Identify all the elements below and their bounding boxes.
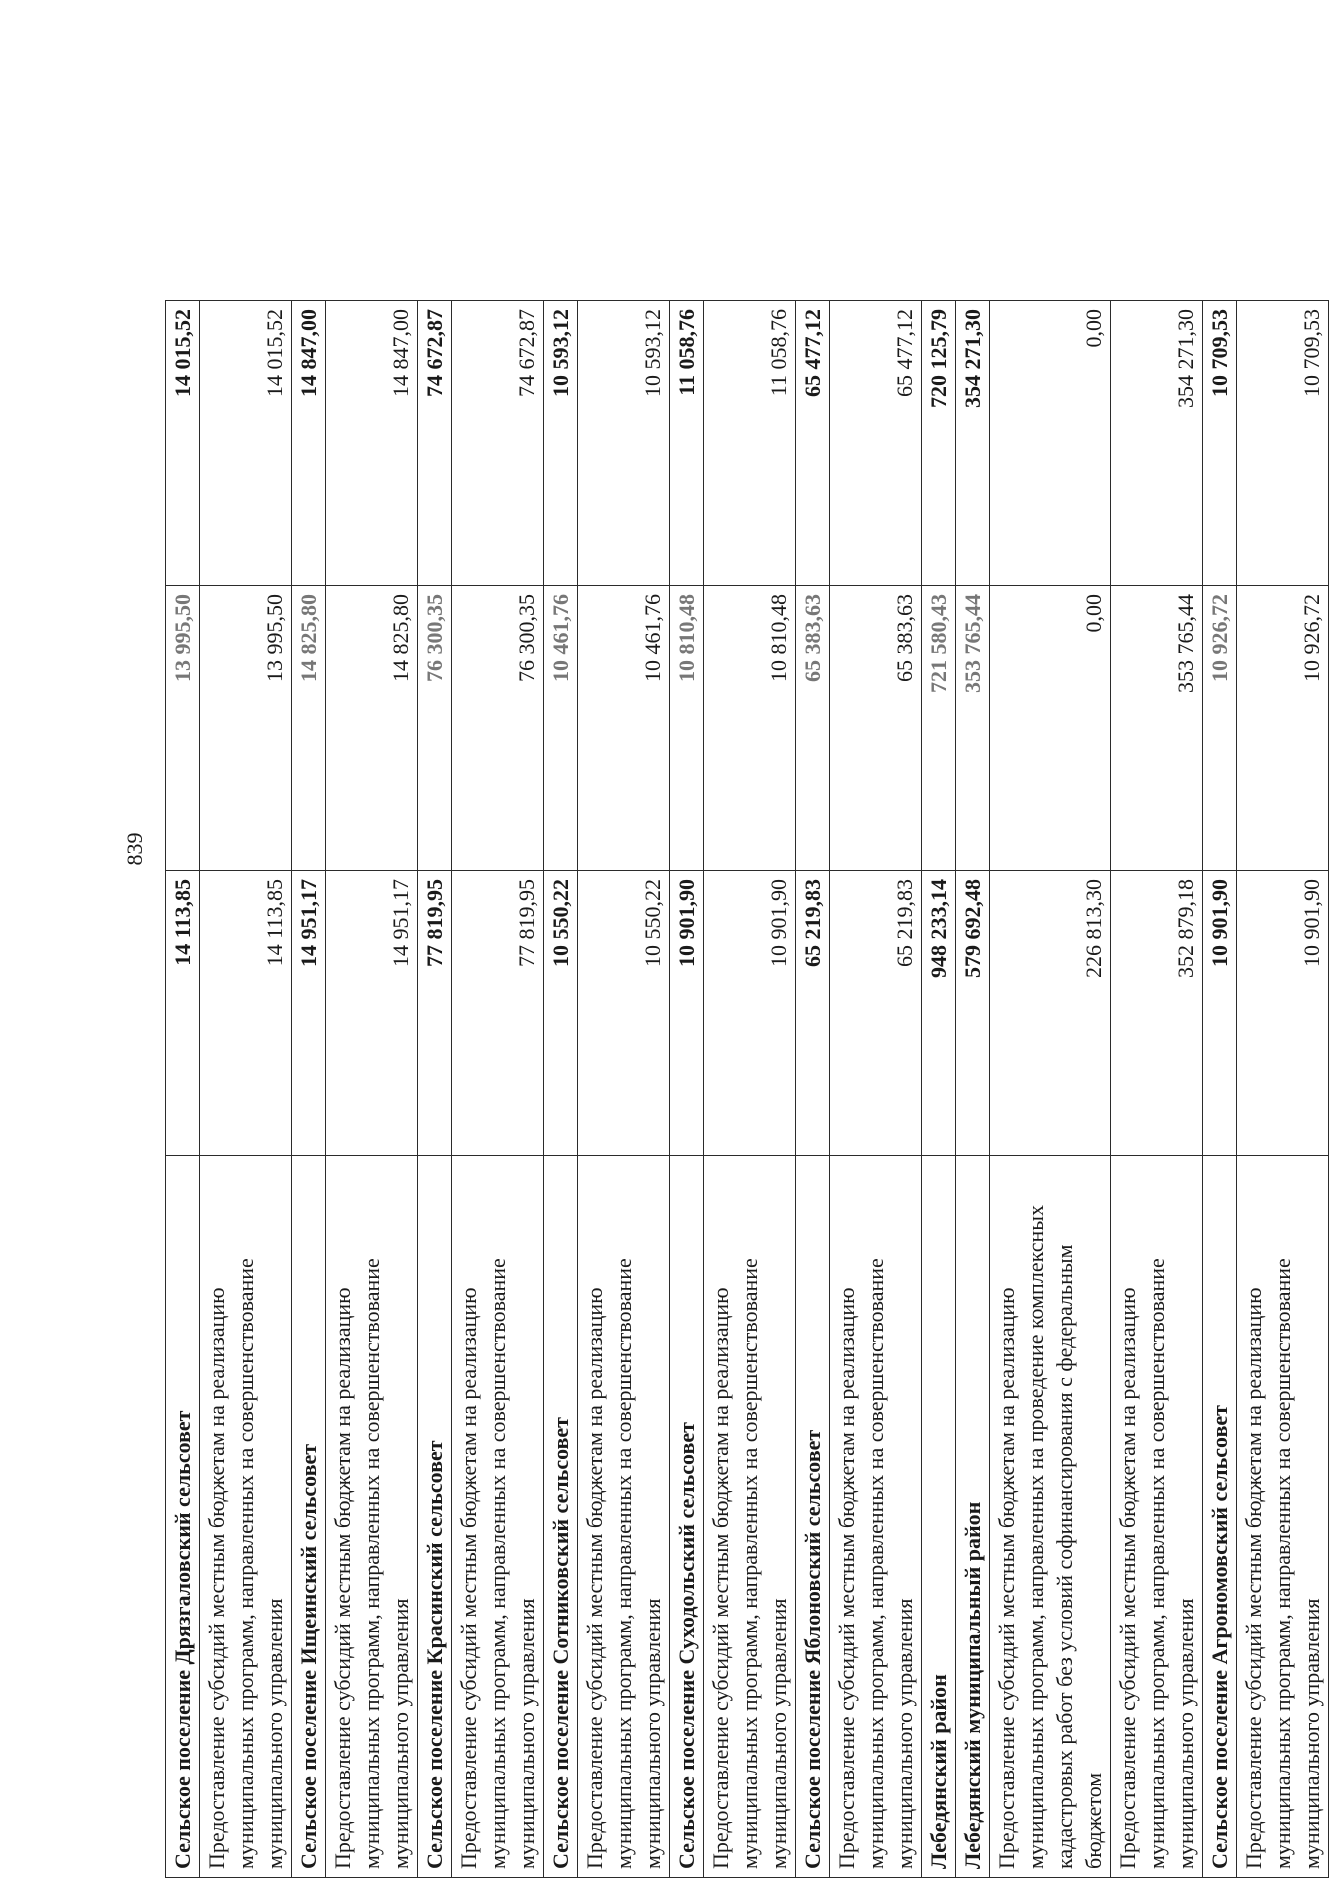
row-label: Предоставление субсидий местным бюджетам на реализацию муниципальных программ, направленных на проведение комплексных кадастровых работ без условий софинансирования с федеральным бюджетом	[990, 1156, 1111, 1878]
table-row	[578, 301, 670, 1878]
value-cell-3: 11 058,76	[670, 301, 704, 586]
value-cell-1: 10 550,22	[544, 871, 578, 1156]
row-label: Предоставление субсидий местным бюджетам на реализацию муниципальных программ, направленных на совершенствование муниципального управления	[1237, 1156, 1329, 1878]
row-label: Предоставление субсидий местным бюджетам на реализацию муниципальных программ, направленных на совершенствование муниципального управления	[200, 1156, 292, 1878]
row-label: Сельское поселение Яблоновский сельсовет	[796, 1156, 830, 1878]
value-cell-3: 14 847,00	[326, 301, 418, 586]
value-cell-2: 721 580,43	[922, 586, 956, 871]
table-row-section	[922, 301, 956, 1878]
value-cell-2: 14 825,80	[326, 586, 418, 871]
value-cell-1: 948 233,14	[922, 871, 956, 1156]
value-cell-1: 226 813,30	[990, 871, 1111, 1156]
value-cell-1: 352 879,18	[1111, 871, 1203, 1156]
value-cell-1: 14 113,85	[166, 871, 200, 1156]
value-cell-3: 354 271,30	[1111, 301, 1203, 586]
value-cell-1: 65 219,83	[830, 871, 922, 1156]
value-cell-3: 10 709,53	[1237, 301, 1329, 586]
value-cell-2: 0,00	[990, 586, 1111, 871]
value-cell-1: 579 692,48	[956, 871, 990, 1156]
value-cell-3: 14 847,00	[292, 301, 326, 586]
row-label: Сельское поселение Дрязгаловский сельсовет	[166, 1156, 200, 1878]
row-label: Предоставление субсидий местным бюджетам на реализацию муниципальных программ, направленных на совершенствование муниципального управления	[578, 1156, 670, 1878]
value-cell-2: 65 383,63	[830, 586, 922, 871]
table-row-section	[956, 301, 990, 1878]
value-cell-2: 14 825,80	[292, 586, 326, 871]
table-row-section	[670, 301, 704, 1878]
table-row	[990, 301, 1111, 1878]
table-row-section	[544, 301, 578, 1878]
value-cell-3: 14 015,52	[200, 301, 292, 586]
row-label: Предоставление субсидий местным бюджетам на реализацию муниципальных программ, направленных на совершенствование муниципального управления	[830, 1156, 922, 1878]
value-cell-3: 74 672,87	[452, 301, 544, 586]
table-row	[1237, 301, 1329, 1878]
value-cell-3: 0,00	[990, 301, 1111, 586]
value-cell-3: 14 015,52	[166, 301, 200, 586]
row-label: Лебедянский муниципальный район	[956, 1156, 990, 1878]
table-row-section	[292, 301, 326, 1878]
value-cell-3: 74 672,87	[418, 301, 452, 586]
table-row-section	[1203, 301, 1237, 1878]
value-cell-1: 10 901,90	[1237, 871, 1329, 1156]
page-number: 839	[122, 832, 147, 866]
value-cell-3: 65 477,12	[796, 301, 830, 586]
row-label: Предоставление субсидий местным бюджетам на реализацию муниципальных программ, направленных на совершенствование муниципального управления	[704, 1156, 796, 1878]
value-cell-3: 10 593,12	[578, 301, 670, 586]
table-row	[704, 301, 796, 1878]
value-cell-1: 77 819,95	[418, 871, 452, 1156]
value-cell-3: 354 271,30	[956, 301, 990, 586]
value-cell-1: 14 951,17	[326, 871, 418, 1156]
table-row	[1111, 301, 1203, 1878]
row-label: Сельское поселение Красинский сельсовет	[418, 1156, 452, 1878]
rotated-table-container	[165, 300, 1324, 1878]
value-cell-2: 10 926,72	[1237, 586, 1329, 871]
value-cell-3: 65 477,12	[830, 301, 922, 586]
value-cell-2: 10 461,76	[578, 586, 670, 871]
row-label: Предоставление субсидий местным бюджетам на реализацию муниципальных программ, направленных на совершенствование муниципального управления	[452, 1156, 544, 1878]
row-label: Сельское поселение Ищеинский сельсовет	[292, 1156, 326, 1878]
value-cell-2: 10 926,72	[1203, 586, 1237, 871]
value-cell-2: 10 461,76	[544, 586, 578, 871]
value-cell-2: 65 383,63	[796, 586, 830, 871]
table-row-section	[166, 301, 200, 1878]
value-cell-1: 77 819,95	[452, 871, 544, 1156]
row-label: Сельское поселение Сотниковский сельсовет	[544, 1156, 578, 1878]
value-cell-2: 76 300,35	[418, 586, 452, 871]
value-cell-1: 14 113,85	[200, 871, 292, 1156]
table-row-section	[796, 301, 830, 1878]
row-label: Сельское поселение Суходольский сельсовет	[670, 1156, 704, 1878]
row-label: Сельское поселение Агрономовский сельсовет	[1203, 1156, 1237, 1878]
value-cell-1: 10 901,90	[670, 871, 704, 1156]
value-cell-1: 10 550,22	[578, 871, 670, 1156]
table-row	[326, 301, 418, 1878]
value-cell-3: 720 125,79	[922, 301, 956, 586]
value-cell-2: 13 995,50	[200, 586, 292, 871]
value-cell-1: 10 901,90	[704, 871, 796, 1156]
value-cell-1: 14 951,17	[292, 871, 326, 1156]
value-cell-2: 353 765,44	[1111, 586, 1203, 871]
table-row-section	[418, 301, 452, 1878]
value-cell-2: 353 765,44	[956, 586, 990, 871]
budget-table-body	[166, 301, 1329, 1878]
table-row	[830, 301, 922, 1878]
value-cell-1: 65 219,83	[796, 871, 830, 1156]
value-cell-3: 11 058,76	[704, 301, 796, 586]
table-row	[200, 301, 292, 1878]
value-cell-2: 10 810,48	[670, 586, 704, 871]
value-cell-2: 10 810,48	[704, 586, 796, 871]
value-cell-1: 10 901,90	[1203, 871, 1237, 1156]
value-cell-2: 76 300,35	[452, 586, 544, 871]
row-label: Предоставление субсидий местным бюджетам на реализацию муниципальных программ, направленных на совершенствование муниципального управления	[326, 1156, 418, 1878]
value-cell-2: 13 995,50	[166, 586, 200, 871]
value-cell-3: 10 593,12	[544, 301, 578, 586]
row-label: Лебедянский район	[922, 1156, 956, 1878]
value-cell-3: 10 709,53	[1203, 301, 1237, 586]
row-label: Предоставление субсидий местным бюджетам на реализацию муниципальных программ, направленных на совершенствование муниципального управления	[1111, 1156, 1203, 1878]
table-row	[452, 301, 544, 1878]
budget-table	[165, 300, 1329, 1878]
